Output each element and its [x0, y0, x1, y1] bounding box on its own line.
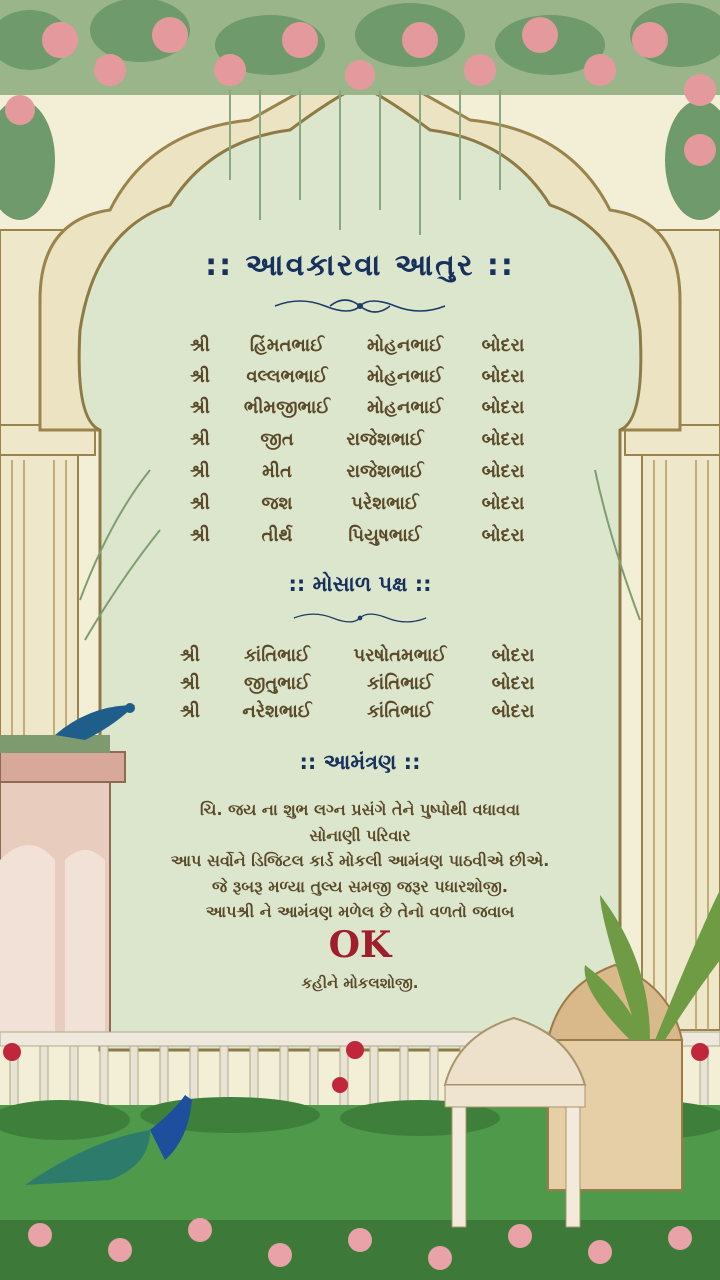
father-name: કાંતિભાઈ: [367, 701, 433, 722]
first-name: તીર્થ: [261, 525, 293, 546]
surname: બોદરા: [481, 461, 525, 482]
surname: બોદરા: [491, 645, 535, 666]
father-name: પરેશભાઈ: [351, 493, 419, 514]
first-name: જશ: [261, 493, 293, 514]
invitation-line: જે રૂબરૂ મળ્યા તુલ્ય સમજી જરૂર પધારશોજી.: [212, 876, 508, 896]
father-name: મોહનભાઈ: [366, 397, 444, 418]
mosal-title: :: મોસાળ પક્ષ ::: [288, 572, 432, 596]
father-name: મોહનભાઈ: [366, 335, 444, 356]
honorific: શ્રી: [180, 701, 200, 722]
welcome-title: :: આવકારવા આતુર ::: [205, 248, 515, 283]
invitation-line: ચિ. જય ના શુભ લગ્ન પ્રસંગે તેને પુષ્પોથી વધાવવા: [200, 800, 520, 819]
surname: બોદરા: [491, 673, 535, 694]
surname: બોદરા: [481, 335, 525, 356]
surname: બોદરા: [491, 701, 535, 722]
closing-line: કહીને મોકલશોજી.: [301, 974, 419, 992]
host-row: [0, 525, 720, 555]
surname: બોદરા: [481, 429, 525, 450]
first-name: કાંતિભાઈ: [244, 645, 310, 666]
host-row: [0, 429, 720, 459]
honorific: શ્રી: [190, 525, 210, 546]
honorific: શ્રી: [180, 673, 200, 694]
surname: બોદરા: [481, 397, 525, 418]
first-name: નરેશભાઈ: [242, 701, 312, 722]
ok-text: OK: [328, 924, 392, 966]
father-name: પિયુષભાઈ: [348, 525, 422, 546]
host-row: [0, 493, 720, 523]
first-name: જીત: [260, 429, 294, 450]
honorific: શ્રી: [190, 461, 210, 482]
host-row: [0, 461, 720, 491]
first-name: ભીમજીભાઈ: [243, 397, 331, 418]
invitation-line: આપ સર્વોને ડિજિટલ કાર્ડ મોકલી આમંત્રણ પાઠવીએ છીએ.: [170, 851, 550, 870]
mosal-row: [0, 645, 720, 675]
surname: બોદરા: [481, 366, 525, 387]
invitation-line: સોનાણી પરિવાર: [309, 825, 411, 845]
honorific: શ્રી: [190, 335, 210, 356]
honorific: શ્રી: [190, 429, 210, 450]
host-row: [0, 335, 720, 365]
surname: બોદરા: [481, 525, 525, 546]
host-row: [0, 366, 720, 396]
father-name: પરષોતમભાઈ: [353, 645, 447, 666]
mosal-row: [0, 673, 720, 703]
honorific: શ્રી: [190, 493, 210, 514]
father-name: મોહનભાઈ: [366, 366, 444, 387]
host-row: [0, 397, 720, 427]
father-name: રાજેશભાઈ: [346, 429, 424, 450]
first-name: જીતુભાઈ: [244, 673, 310, 694]
title-flourish: [270, 294, 450, 318]
invitation-message: [60, 797, 660, 925]
honorific: શ્રી: [190, 397, 210, 418]
invitation-line: આપશ્રી ને આમંત્રણ મળેલ છે તેનો વળતો જવાબ: [205, 902, 515, 921]
invitation-title: :: આમંત્રણ ::: [299, 750, 421, 774]
mosal-row: [0, 701, 720, 731]
honorific: શ્રી: [190, 366, 210, 387]
first-name: મીત: [262, 461, 292, 482]
mosal-flourish: [290, 608, 430, 628]
honorific: શ્રી: [180, 645, 200, 666]
surname: બોદરા: [481, 493, 525, 514]
father-name: રાજેશભાઈ: [346, 461, 424, 482]
father-name: કાંતિભાઈ: [367, 673, 433, 694]
first-name: હિંમતભાઈ: [249, 335, 325, 356]
first-name: વલ્લભભાઈ: [246, 366, 328, 387]
